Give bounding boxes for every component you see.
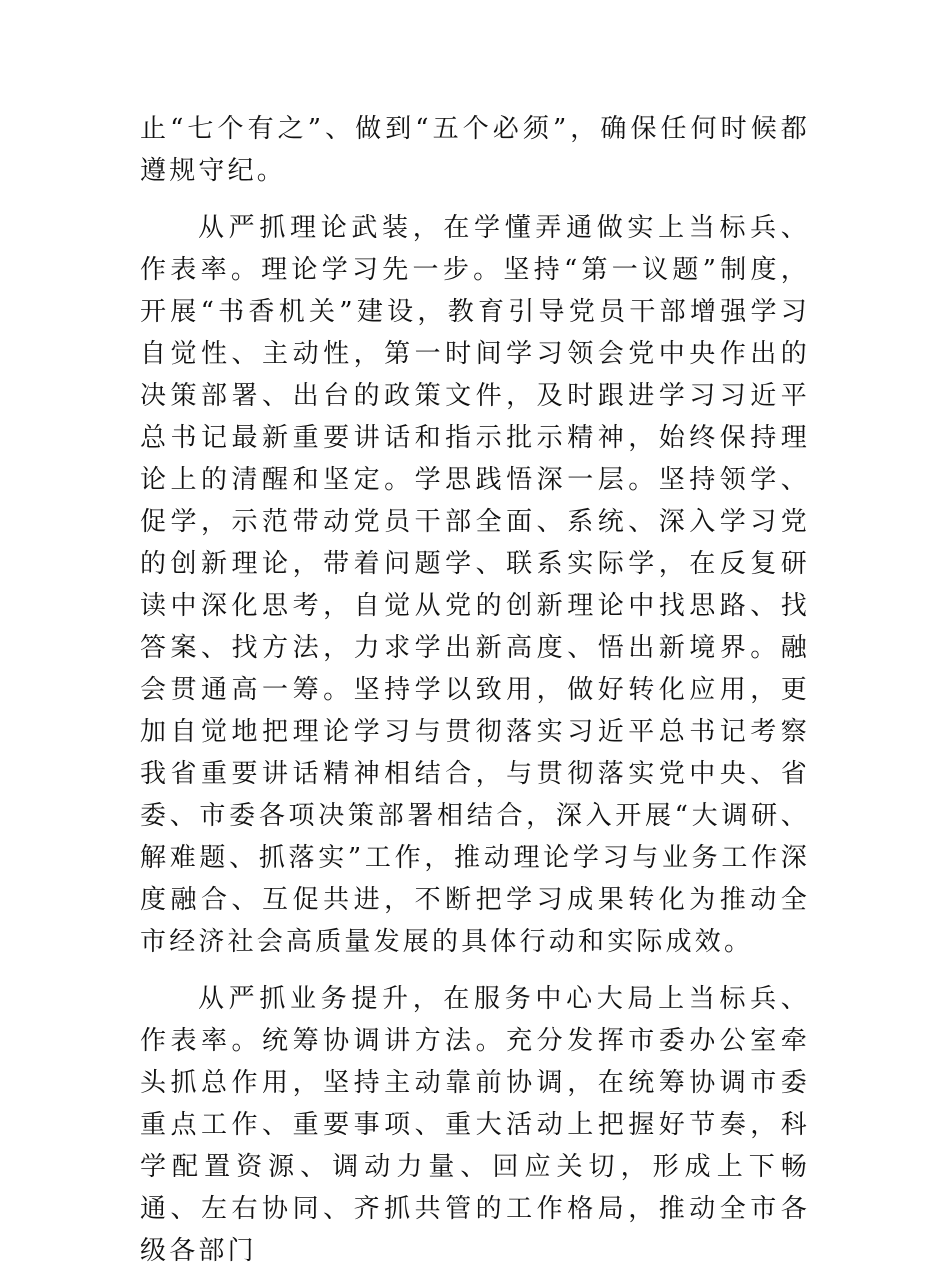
- paragraph-continued: 止“七个有之”、做到“五个必须”，确保任何时候都遵规守纪。: [140, 114, 810, 186]
- paragraph-business-improvement: 从严抓业务提升，在服务中心大局上当标兵、作表率。统筹协调讲方法。充分发挥市委办公室牵头抓总作用，坚持主动靠前协调，在统筹协调市委重点工作、重要事项、重大活动上把握好节奏，科学配置资源、调动力量、回应关切，形成上下畅通、左右协同、齐抓共管的工作格局，推动全市各级各部门: [140, 984, 810, 1266]
- paragraph-theory-study: 从严抓理论武装，在学懂弄通做实上当标兵、作表率。理论学习先一步。坚持“第一议题”制度，开展“书香机关”建设，教育引导党员干部增强学习自觉性、主动性，第一时间学习领会党中央作出的决策部署、出台的政策文件，及时跟进学习习近平总书记最新重要讲话和指示批示精神，始终保持理论上的清醒和坚定。学思践悟深一层。坚持领学、促学，示范带动党员干部全面、系统、深入学习党的创新理论，带着问题学、联系实际学，在反复研读中深化思考，自觉从党的创新理论中找思路、找答案、找方法，力求学出新高度、悟出新境界。融会贯通高一筹。坚持学以致用，做好转化应用，更加自觉地把理论学习与贯彻落实习近平总书记考察我省重要讲话精神相结合，与贯彻落实党中央、省委、市委各项决策部署相结合，深入开展“大调研、解难题、抓落实”工作，推动理论学习与业务工作深度融合、互促共进，不断把学习成果转化为推动全市经济社会高质量发展的具体行动和实际成效。: [140, 213, 810, 957]
- document-body: [140, 108, 810, 1272]
